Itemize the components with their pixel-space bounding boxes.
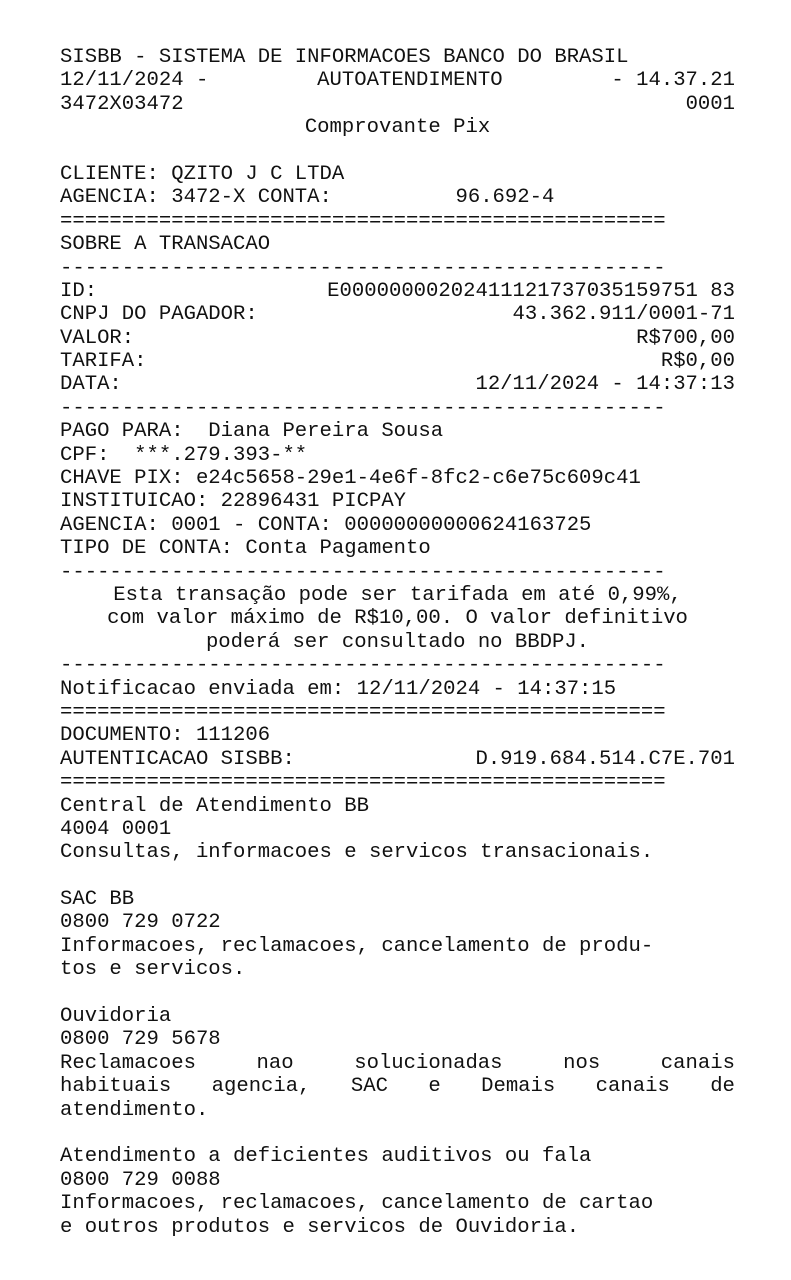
client-account: 96.692-4 bbox=[455, 186, 555, 210]
word: nos bbox=[563, 1051, 601, 1075]
receipt bbox=[60, 46, 735, 1239]
payee-name: PAGO PARA: Diana Pereira Sousa bbox=[60, 420, 444, 444]
header-mode: AUTOATENDIMENTO bbox=[317, 69, 503, 93]
word: Reclamacoes bbox=[60, 1051, 196, 1075]
document-number: DOCUMENTO: 111206 bbox=[60, 724, 271, 748]
payee-account-type: TIPO DE CONTA: Conta Pagamento bbox=[60, 537, 431, 561]
section-title: SOBRE A TRANSACAO bbox=[60, 233, 271, 257]
authentication-label: AUTENTICACAO SISBB: bbox=[60, 747, 295, 771]
ouvidoria-phone: 0800 729 5678 bbox=[60, 1028, 221, 1052]
header-row bbox=[60, 69, 735, 92]
valor-label: VALOR: bbox=[60, 326, 135, 350]
notification-line: Notificacao enviada em: 12/11/2024 - 14:37:15 bbox=[60, 677, 617, 701]
sequence-number: 0001 bbox=[685, 92, 735, 116]
id-label: ID: bbox=[60, 279, 98, 303]
double-rule: ================================================= bbox=[60, 700, 666, 724]
authentication-row bbox=[60, 748, 735, 771]
cnpj-value: 43.362.911/0001-71 bbox=[512, 303, 735, 327]
data-label: DATA: bbox=[60, 373, 122, 397]
header-date: 12/11/2024 - bbox=[60, 69, 209, 93]
deficientes-description: e outros produtos e servicos de Ouvidoria. bbox=[60, 1215, 580, 1239]
system-title: SISBB - SISTEMA DE INFORMACOES BANCO DO BRASIL bbox=[60, 46, 629, 69]
central-description: Consultas, informacoes e servicos transacionais. bbox=[60, 841, 654, 865]
word: e bbox=[428, 1075, 441, 1099]
word: de bbox=[710, 1075, 735, 1099]
word: solucionadas bbox=[354, 1051, 503, 1075]
double-rule: ================================================= bbox=[60, 771, 666, 795]
word: agencia, bbox=[211, 1075, 311, 1099]
valor-row bbox=[60, 327, 735, 350]
single-rule: ------------------------------------------------- bbox=[60, 396, 666, 420]
deficientes-title: Atendimento a deficientes auditivos ou fala bbox=[60, 1145, 592, 1169]
id-row bbox=[60, 280, 735, 303]
tarifa-label: TARIFA: bbox=[60, 350, 147, 374]
tarifa-value: R$0,00 bbox=[660, 350, 735, 374]
deficientes-description: Informacoes, reclamacoes, cancelamento de cartao bbox=[60, 1192, 654, 1216]
single-rule: ------------------------------------------------- bbox=[60, 256, 666, 280]
double-rule: ================================================= bbox=[60, 209, 666, 233]
payee-account: AGENCIA: 0001 - CONTA: 00000000000624163725 bbox=[60, 513, 592, 537]
terminal-id: 3472X03472 bbox=[60, 92, 184, 116]
authentication-value: D.919.684.514.C7E.701 bbox=[475, 747, 735, 771]
ouvidoria-line-2 bbox=[60, 1075, 735, 1098]
data-value: 12/11/2024 - 14:37:13 bbox=[475, 373, 735, 397]
id-value: E00000000202411121737035159751 83 bbox=[327, 279, 735, 303]
deficientes-phone: 0800 729 0088 bbox=[60, 1168, 221, 1192]
notice-line: poderá ser consultado no BBDPJ. bbox=[205, 630, 590, 654]
word: nao bbox=[256, 1051, 294, 1075]
client-account-row bbox=[60, 186, 735, 209]
header-time: - 14.37.21 bbox=[611, 69, 735, 93]
client-agency: AGENCIA: 3472-X CONTA: bbox=[60, 186, 332, 210]
word: canais bbox=[595, 1075, 670, 1099]
word: SAC bbox=[350, 1075, 388, 1099]
central-title: Central de Atendimento BB bbox=[60, 794, 369, 818]
cnpj-row bbox=[60, 303, 735, 326]
sac-title: SAC BB bbox=[60, 888, 135, 912]
word: canais bbox=[660, 1051, 735, 1075]
sac-phone: 0800 729 0722 bbox=[60, 911, 221, 935]
payee-pix-key: CHAVE PIX: e24c5658-29e1-4e6f-8fc2-c6e75c609c41 bbox=[60, 467, 641, 491]
single-rule: ------------------------------------------------- bbox=[60, 654, 666, 678]
central-phone: 4004 0001 bbox=[60, 817, 172, 841]
tarifa-row bbox=[60, 350, 735, 373]
sac-description: Informacoes, reclamacoes, cancelamento de produ- bbox=[60, 934, 654, 958]
receipt-title: Comprovante Pix bbox=[304, 116, 491, 140]
notice-line: Esta transação pode ser tarifada em até 0,99%, bbox=[113, 583, 682, 607]
client-name: CLIENTE: QZITO J C LTDA bbox=[60, 162, 345, 186]
ouvidoria-line-1 bbox=[60, 1052, 735, 1075]
word: Demais bbox=[481, 1075, 556, 1099]
valor-value: R$700,00 bbox=[636, 326, 735, 350]
ouvidoria-line-3: atendimento. bbox=[60, 1098, 209, 1122]
data-row bbox=[60, 373, 735, 396]
word: habituais bbox=[60, 1075, 172, 1099]
terminal-row bbox=[60, 93, 735, 116]
ouvidoria-title: Ouvidoria bbox=[60, 1005, 172, 1029]
sac-description: tos e servicos. bbox=[60, 958, 246, 982]
payee-cpf: CPF: ***.279.393-** bbox=[60, 443, 308, 467]
cnpj-label: CNPJ DO PAGADOR: bbox=[60, 303, 258, 327]
payee-institution: INSTITUICAO: 22896431 PICPAY bbox=[60, 490, 407, 514]
single-rule: ------------------------------------------------- bbox=[60, 560, 666, 584]
notice-line: com valor máximo de R$10,00. O valor definitivo bbox=[107, 607, 688, 631]
